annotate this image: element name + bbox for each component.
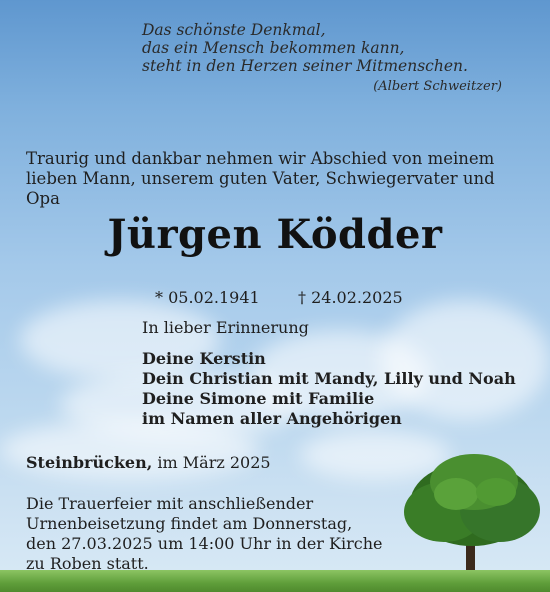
birth-date: * 05.02.1941 — [155, 288, 260, 307]
death-date: † 24.02.2025 — [298, 288, 403, 307]
ceremony-line: Urnenbeisetzung findet am Donnerstag, — [26, 514, 353, 533]
ceremony-info — [26, 494, 406, 574]
quote-line: Das schönste Denkmal, — [142, 21, 326, 39]
quote-line: das ein Mensch bekommen kann, — [142, 39, 405, 57]
family-member: Deine Simone mit Familie — [142, 389, 375, 408]
intro-line: Traurig und dankbar nehmen wir Abschied von meinem — [26, 149, 495, 168]
intro-line: lieben Mann, unserem guten Vater, Schwiegervater und Opa — [26, 169, 495, 208]
family-member: Dein Christian mit Mandy, Lilly und Noah — [142, 369, 516, 388]
quote — [142, 21, 512, 75]
ceremony-line: Die Trauerfeier mit anschließender — [26, 494, 314, 513]
intro-text — [26, 149, 526, 209]
place: Steinbrücken, — [26, 453, 153, 472]
family-list — [142, 349, 516, 429]
ceremony-line: zu Roben statt. — [26, 554, 149, 573]
memory-line: In lieber Erinnerung — [142, 318, 309, 337]
quote-author: (Albert Schweitzer) — [373, 79, 502, 94]
deceased-name: Jürgen Ködder — [107, 211, 443, 258]
place-date — [26, 453, 271, 472]
quote-line: steht in den Herzen seiner Mitmenschen. — [142, 57, 468, 75]
date: im März 2025 — [157, 453, 271, 472]
family-member: im Namen aller Angehörigen — [142, 409, 402, 428]
family-member: Deine Kerstin — [142, 349, 266, 368]
ceremony-line: den 27.03.2025 um 14:00 Uhr in der Kirche — [26, 534, 383, 553]
